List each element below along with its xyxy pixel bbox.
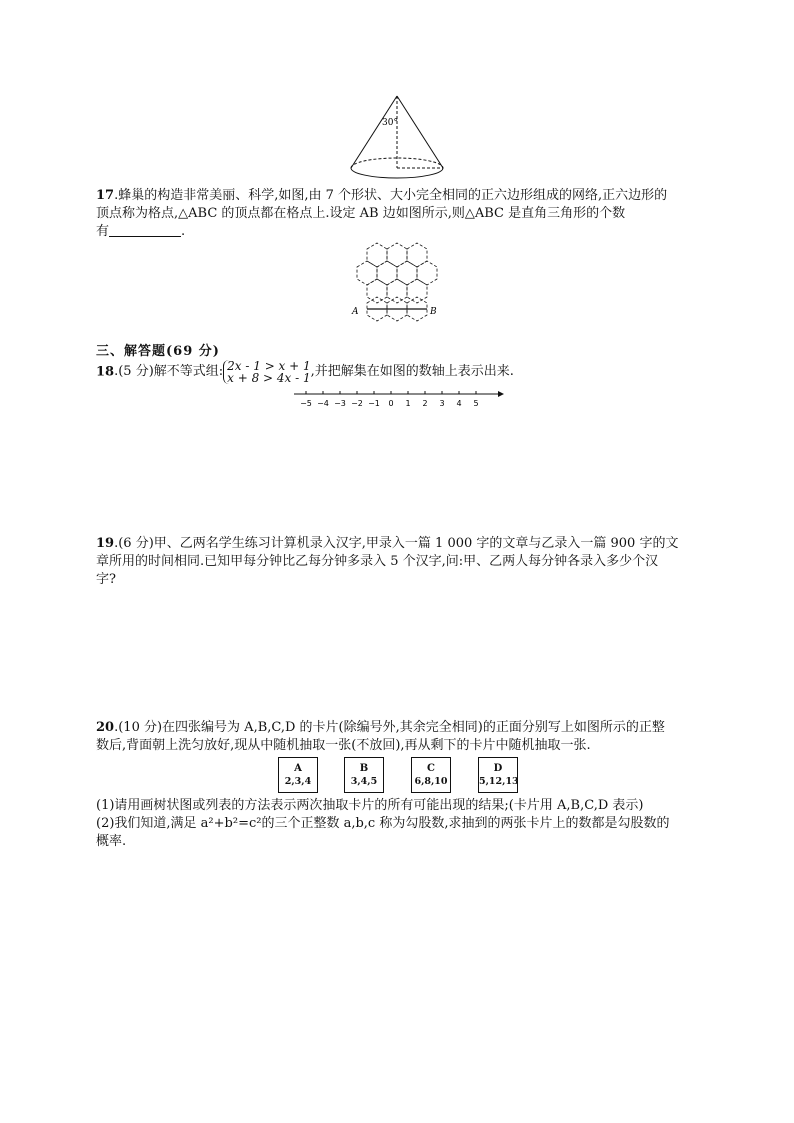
- card-a: A 2,3,4: [278, 757, 318, 793]
- q19-line1: 19.(6 分)甲、乙两名学生练习计算机录入汉字,甲录入一篇 1 000 字的文章与乙录入一篇 900 字的文: [96, 536, 679, 551]
- q20-line2: 数后,背面朝上洗匀放好,现从中随机抽取一张(不放回),再从剩下的卡片中随机抽取一张.: [96, 738, 591, 753]
- tick-label: −2: [351, 399, 363, 408]
- q17-number: 17: [96, 188, 115, 203]
- q20-line1: 20.(10 分)在四张编号为 A,B,C,D 的卡片(除编号外,其余完全相同)的正面分别写上如图所示的正整: [96, 720, 665, 735]
- answer-blank[interactable]: [109, 224, 181, 237]
- q20-part2-line1: (2)我们知道,满足 a²+b²=c²的三个正整数 a,b,c 称为勾股数,求抽到的两张卡片上的数都是勾股数的: [96, 816, 670, 831]
- q19-line3: 字?: [96, 572, 116, 587]
- q18-number: 18: [96, 364, 115, 380]
- q17-line1: 17.蜂巢的构造非常美丽、科学,如图,由 7 个形状、大小完全相同的正六边形组成的网络,正六边形的: [96, 188, 668, 203]
- tick-label: 5: [473, 399, 479, 408]
- card-d: D 5,12,13: [478, 757, 518, 793]
- q20-part1: (1)请用画树状图或列表的方法表示两次抽取卡片的所有可能出现的结果;(卡片用 A,B,C,D 表示): [96, 798, 644, 813]
- tick-label: 3: [439, 399, 445, 408]
- tick-label: −4: [317, 399, 329, 408]
- tick-label: 2: [422, 399, 428, 408]
- tick-label: −1: [368, 399, 380, 408]
- q19-number: 19: [96, 536, 115, 551]
- honeycomb-figure: [340, 240, 460, 336]
- label-a: A: [352, 307, 359, 317]
- card-c: C 6,8,10: [411, 757, 451, 793]
- tick-label: 4: [456, 399, 462, 408]
- q18-line: 18.(5 分)解不等式组: 2x - 1 > x + 1 x + 8 > 4x - 1,并把解集在如图的数轴上表示出来.: [96, 359, 514, 385]
- q17-line3: 有 .: [96, 224, 186, 239]
- cone-figure: [345, 92, 451, 188]
- label-b: B: [430, 307, 437, 317]
- q20-number: 20: [96, 720, 115, 735]
- q20-part2-line2: 概率.: [96, 834, 127, 849]
- card-b: B 3,4,5: [344, 757, 384, 793]
- tick-label: 0: [388, 399, 394, 408]
- tick-label: 1: [405, 399, 411, 408]
- tick-label: −3: [334, 399, 346, 408]
- inequality-system: 2x - 1 > x + 1 x + 8 > 4x - 1: [223, 360, 311, 384]
- section-title: 三、解答题(69 分): [96, 344, 220, 359]
- number-line: [292, 386, 504, 414]
- tick-label: −5: [300, 399, 312, 408]
- q19-line2: 章所用的时间相同.已知甲每分钟比乙每分钟多录入 5 个汉字,问:甲、乙两人每分钟各录入多少个汉: [96, 554, 659, 569]
- cone-angle-label: 30°: [382, 118, 398, 128]
- q17-line2: 顶点称为格点,△ABC 的顶点都在格点上.设定 AB 边如图所示,则△ABC 是直角三角形的个数: [96, 206, 626, 221]
